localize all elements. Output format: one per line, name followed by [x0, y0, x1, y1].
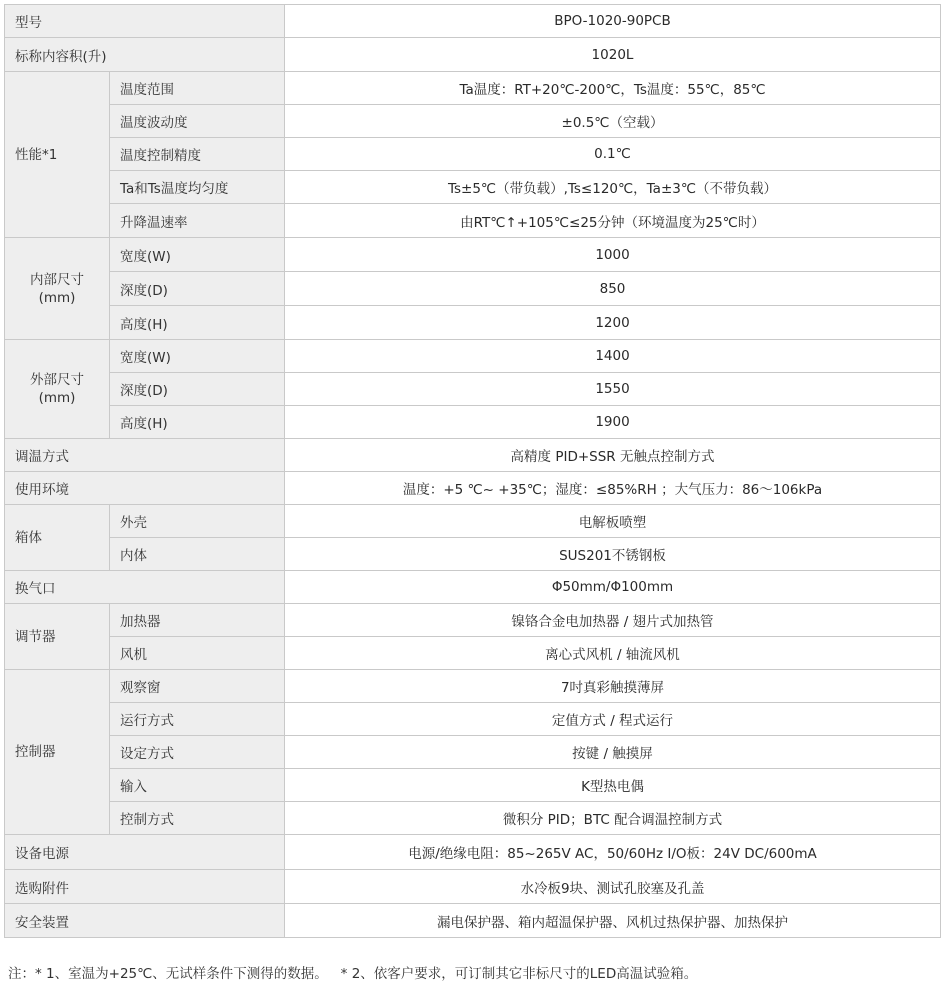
value-setting-mode: 按键 / 触摸屏 [285, 736, 941, 769]
row-capacity [5, 38, 941, 72]
inner-size-unit: (mm) [38, 289, 76, 306]
value-inner-body: SUS201不锈钢板 [285, 538, 941, 571]
row-inner-size-2 [5, 272, 941, 306]
row-performance-4 [5, 171, 941, 204]
row-outer-size-2 [5, 373, 941, 406]
label-cabinet: 箱体 [5, 505, 110, 571]
row-temp-mode [5, 439, 941, 472]
value-temp-mode: 高精度 PID+SSR 无触点控制方式 [285, 439, 941, 472]
sublabel-temp-range: 温度范围 [110, 72, 285, 105]
value-fan: 离心式风机 / 轴流风机 [285, 637, 941, 670]
value-control-mode: 微积分 PID；BTC 配合调温控制方式 [285, 802, 941, 835]
label-regulator: 调节器 [5, 604, 110, 670]
label-vent: 换气口 [5, 571, 285, 604]
value-options: 水冷板9块、测试孔胶塞及孔盖 [285, 870, 941, 904]
value-temp-uniformity: Ts±5℃（带负载）,Ts≤120℃，Ta±3℃（不带负载） [285, 171, 941, 204]
row-cabinet-2 [5, 538, 941, 571]
label-safety: 安全装置 [5, 904, 285, 938]
value-ramp-rate: 由RT℃↑+105℃≤25分钟（环境温度为25℃时） [285, 204, 941, 238]
sublabel-temp-uniformity: Ta和Ts温度均匀度 [110, 171, 285, 204]
footnote: 注：* 1、室温为+25℃、无试样条件下测得的数据。 * 2、依客户要求，可订制其它非标尺寸的LED高温试验箱。 [8, 966, 698, 982]
value-power: 电源/绝缘电阻：85~265V AC，50/60Hz I/O板：24V DC/600mA [285, 835, 941, 870]
sublabel-input: 输入 [110, 769, 285, 802]
label-environment: 使用环境 [5, 472, 285, 505]
row-environment [5, 472, 941, 505]
value-vent: Φ50mm/Φ100mm [285, 571, 941, 604]
value-safety: 漏电保护器、箱内超温保护器、风机过热保护器、加热保护 [285, 904, 941, 938]
row-performance-5 [5, 204, 941, 238]
value-input: K型热电偶 [285, 769, 941, 802]
value-environment: 温度：+5 ℃~ +35℃；湿度：≤85%RH ；大气压力：86～106kPa [285, 472, 941, 505]
row-power [5, 835, 941, 870]
sublabel-inner-height: 高度(H) [110, 306, 285, 340]
row-outer-size-1 [5, 340, 941, 373]
row-controller-1 [5, 670, 941, 703]
value-model: BPO-1020-90PCB [285, 5, 941, 38]
row-vent [5, 571, 941, 604]
label-performance: 性能*1 [5, 72, 110, 238]
row-regulator-2 [5, 637, 941, 670]
sublabel-ramp-rate: 升降温速率 [110, 204, 285, 238]
value-inner-depth: 850 [285, 272, 941, 306]
sublabel-inner-width: 宽度(W) [110, 238, 285, 272]
row-outer-size-3 [5, 406, 941, 439]
row-performance-2 [5, 105, 941, 138]
outer-size-title: 外部尺寸 [30, 372, 84, 388]
row-performance-3 [5, 138, 941, 171]
value-outer-height: 1900 [285, 406, 941, 439]
row-inner-size-3 [5, 306, 941, 340]
sublabel-temp-control-accuracy: 温度控制精度 [110, 138, 285, 171]
row-options [5, 870, 941, 904]
value-temp-range: Ta温度：RT+20℃-200℃，Ts温度：55℃，85℃ [285, 72, 941, 105]
spec-table [4, 4, 941, 938]
sublabel-outer-depth: 深度(D) [110, 373, 285, 406]
outer-size-unit: (mm) [38, 390, 76, 406]
label-outer-size [5, 340, 110, 439]
value-shell: 电解板喷塑 [285, 505, 941, 538]
sublabel-run-mode: 运行方式 [110, 703, 285, 736]
row-regulator-1 [5, 604, 941, 637]
value-capacity: 1020L [285, 38, 941, 72]
row-cabinet-1 [5, 505, 941, 538]
row-performance-1 [5, 72, 941, 105]
sublabel-outer-height: 高度(H) [110, 406, 285, 439]
row-controller-5 [5, 802, 941, 835]
sublabel-temp-fluctuation: 温度波动度 [110, 105, 285, 138]
sublabel-heater: 加热器 [110, 604, 285, 637]
label-options: 选购附件 [5, 870, 285, 904]
value-temp-control-accuracy: 0.1℃ [285, 138, 941, 171]
value-outer-width: 1400 [285, 340, 941, 373]
sublabel-outer-width: 宽度(W) [110, 340, 285, 373]
value-temp-fluctuation: ±0.5℃（空载） [285, 105, 941, 138]
value-outer-depth: 1550 [285, 373, 941, 406]
value-inner-width: 1000 [285, 238, 941, 272]
value-inner-height: 1200 [285, 306, 941, 340]
sublabel-fan: 风机 [110, 637, 285, 670]
row-inner-size-1 [5, 238, 941, 272]
row-model [5, 5, 941, 38]
label-controller: 控制器 [5, 670, 110, 835]
sublabel-inner-depth: 深度(D) [110, 272, 285, 306]
value-heater: 镍铬合金电加热器 / 翅片式加热管 [285, 604, 941, 637]
label-model: 型号 [5, 5, 285, 38]
sublabel-control-mode: 控制方式 [110, 802, 285, 835]
label-temp-mode: 调温方式 [5, 439, 285, 472]
row-controller-4 [5, 769, 941, 802]
sublabel-shell: 外壳 [110, 505, 285, 538]
row-controller-3 [5, 736, 941, 769]
sublabel-inner-body: 内体 [110, 538, 285, 571]
row-safety [5, 904, 941, 938]
label-power: 设备电源 [5, 835, 285, 870]
row-controller-2 [5, 703, 941, 736]
value-run-mode: 定值方式 / 程式运行 [285, 703, 941, 736]
inner-size-title: 内部尺寸 [30, 271, 84, 288]
label-capacity: 标称内容积(升) [5, 38, 285, 72]
label-inner-size [5, 238, 110, 340]
value-viewing-window: 7吋真彩触摸薄屏 [285, 670, 941, 703]
sublabel-setting-mode: 设定方式 [110, 736, 285, 769]
sublabel-viewing-window: 观察窗 [110, 670, 285, 703]
